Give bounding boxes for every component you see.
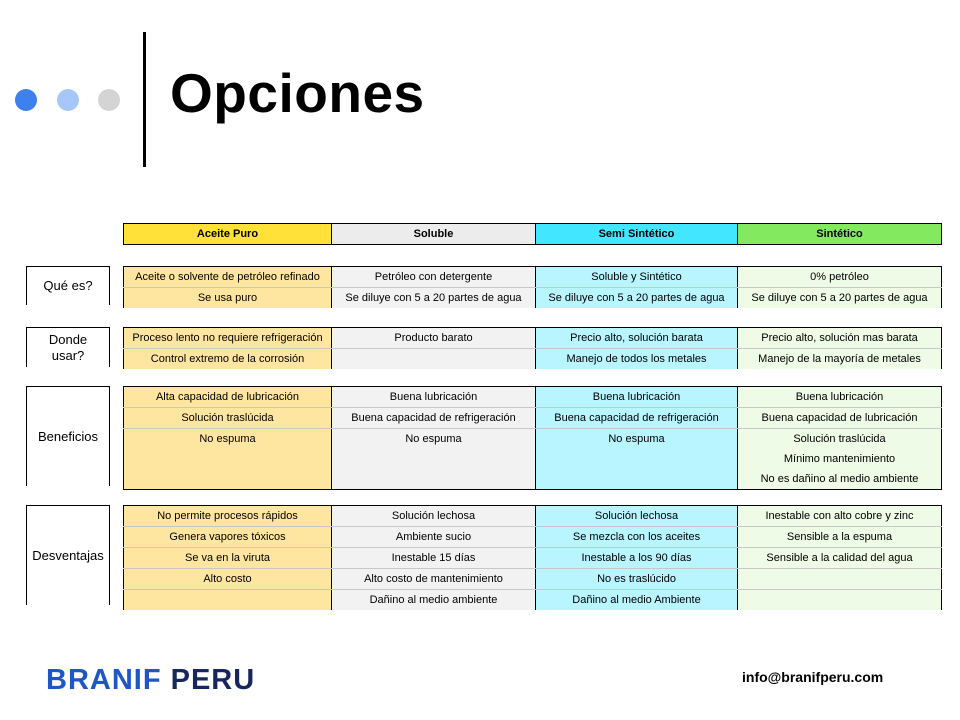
table-cell: Buena lubricación (738, 387, 942, 408)
table-cell: Sensible a la espuma (738, 527, 942, 548)
table-cell (332, 469, 536, 490)
table-cell: Genera vapores tóxicos (124, 527, 332, 548)
brand-logo (46, 664, 255, 697)
table-cell (738, 569, 942, 590)
table-cell: No espuma (536, 429, 738, 450)
header-cell: Aceite Puro (124, 224, 332, 245)
table-cell: Buena capacidad de refrigeración (332, 408, 536, 429)
brand-suffix: PERU (170, 664, 256, 696)
table-cell (332, 349, 536, 370)
table-cell: Solución lechosa (332, 506, 536, 527)
table-cell: Se diluye con 5 a 20 partes de agua (332, 288, 536, 309)
table-cell: No espuma (332, 429, 536, 450)
table-cell: Aceite o solvente de petróleo refinado (124, 267, 332, 288)
table-cell: Alta capacidad de lubricación (124, 387, 332, 408)
table-cell (738, 590, 942, 611)
table-cell (536, 449, 738, 469)
table-row (124, 449, 942, 469)
table-row (124, 387, 942, 408)
brand-name: BRANIF (46, 664, 162, 696)
header-row (124, 224, 942, 245)
table-cell: 0% petróleo (738, 267, 942, 288)
table-cell (124, 449, 332, 469)
table-cell: Buena capacidad de lubricación (738, 408, 942, 429)
table-cell: Alto costo (124, 569, 332, 590)
table-cell: Dañino al medio Ambiente (536, 590, 738, 611)
table-cell: Buena lubricación (536, 387, 738, 408)
table-row (124, 328, 942, 349)
section-label-que-es: Qué es? (26, 266, 110, 305)
table-cell: No permite procesos rápidos (124, 506, 332, 527)
table-cell: Proceso lento no requiere refrigeración (124, 328, 332, 349)
table-cell: Sensible a la calidad del agua (738, 548, 942, 569)
table-cell: No es traslúcido (536, 569, 738, 590)
table-cell: Precio alto, solución barata (536, 328, 738, 349)
table-row (124, 590, 942, 611)
table-row (124, 527, 942, 548)
table-cell: Mínimo mantenimiento (738, 449, 942, 469)
section-label-desventajas: Desventajas (26, 505, 110, 605)
header-cell: Sintético (738, 224, 942, 245)
title-divider (143, 32, 146, 167)
table-cell: Producto barato (332, 328, 536, 349)
table-cell: Alto costo de mantenimiento (332, 569, 536, 590)
table-row (124, 506, 942, 527)
table-cell: Manejo de todos los metales (536, 349, 738, 370)
table-row (124, 349, 942, 370)
table-cell: Petróleo con detergente (332, 267, 536, 288)
table-cell: Se diluye con 5 a 20 partes de agua (738, 288, 942, 309)
decor-dot-2 (57, 89, 79, 111)
table-cell (536, 469, 738, 490)
table-cell: Inestable 15 días (332, 548, 536, 569)
table-cell: Solución traslúcida (124, 408, 332, 429)
decor-dot-3 (98, 89, 120, 111)
table-cell: No es dañino al medio ambiente (738, 469, 942, 490)
table-cell: Se usa puro (124, 288, 332, 309)
table-cell: Precio alto, solución mas barata (738, 328, 942, 349)
table-cell: Se mezcla con los aceites (536, 527, 738, 548)
table-row (124, 469, 942, 490)
contact-email: info@branifperu.com (742, 669, 884, 685)
table-cell: Inestable a los 90 días (536, 548, 738, 569)
table-cell: Control extremo de la corrosión (124, 349, 332, 370)
table-cell: Se va en la viruta (124, 548, 332, 569)
table-cell: Dañino al medio ambiente (332, 590, 536, 611)
table-cell: Buena lubricación (332, 387, 536, 408)
table-cell (332, 449, 536, 469)
table-row (124, 288, 942, 309)
table-cell: Ambiente sucio (332, 527, 536, 548)
table-cell: Se diluye con 5 a 20 partes de agua (536, 288, 738, 309)
section-table-que-es (123, 266, 942, 308)
table-cell: No espuma (124, 429, 332, 450)
header-cell: Soluble (332, 224, 536, 245)
table-cell (124, 469, 332, 490)
decor-dot-1 (15, 89, 37, 111)
table-row (124, 569, 942, 590)
table-cell: Solución traslúcida (738, 429, 942, 450)
table-cell: Inestable con alto cobre y zinc (738, 506, 942, 527)
header-cell: Semi Sintético (536, 224, 738, 245)
section-table-desventajas (123, 505, 942, 610)
section-label-beneficios: Beneficios (26, 386, 110, 486)
section-label-text: Donde usar? (48, 331, 88, 363)
table-row (124, 267, 942, 288)
table-cell: Solución lechosa (536, 506, 738, 527)
section-table-donde-usar (123, 327, 942, 369)
page-title: Opciones (170, 62, 425, 124)
table-cell (124, 590, 332, 611)
table-row (124, 429, 942, 450)
table-row (124, 548, 942, 569)
table-cell: Manejo de la mayoría de metales (738, 349, 942, 370)
table-row (124, 408, 942, 429)
header-table (123, 223, 942, 245)
section-label-donde-usar (26, 327, 110, 367)
table-cell: Soluble y Sintético (536, 267, 738, 288)
section-table-beneficios (123, 386, 942, 490)
table-cell: Buena capacidad de refrigeración (536, 408, 738, 429)
